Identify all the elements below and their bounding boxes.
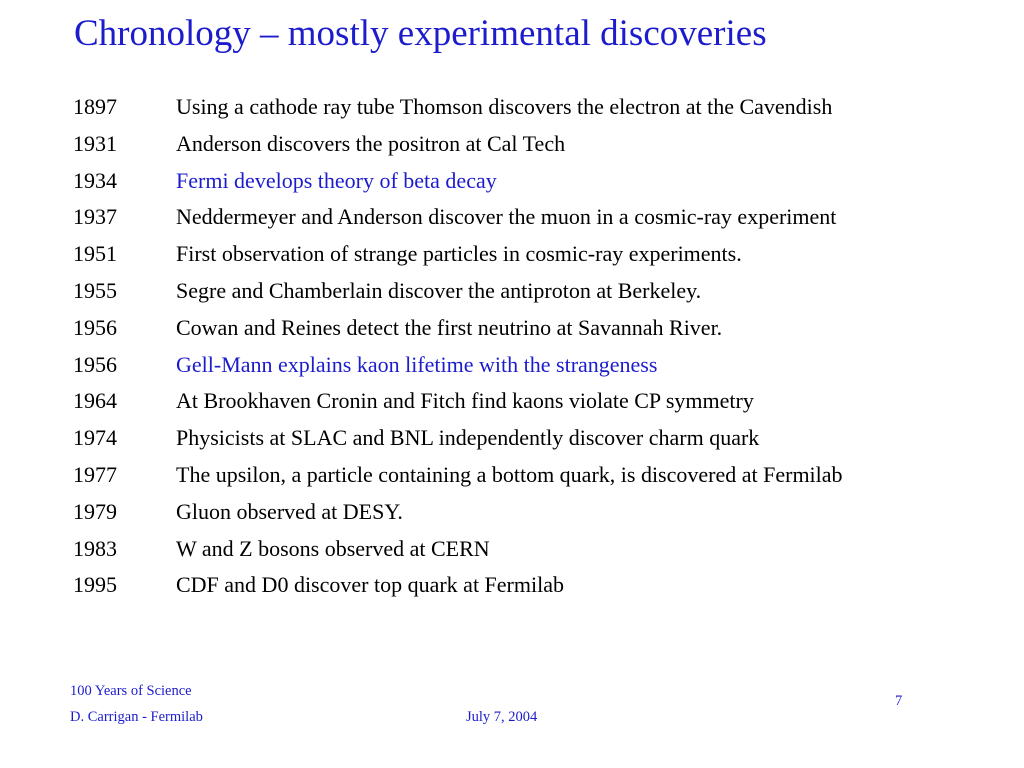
chronology-list xyxy=(73,89,843,604)
chronology-entry xyxy=(73,531,843,568)
entry-year: 1956 xyxy=(73,351,117,377)
entry-text: Using a cathode ray tube Thomson discovers the electron at the Cavendish xyxy=(176,94,833,119)
entry-year: 1955 xyxy=(73,277,117,303)
chronology-entry xyxy=(73,310,843,347)
entry-year: 1934 xyxy=(73,167,117,193)
entry-text: W and Z bosons observed at CERN xyxy=(176,535,490,561)
slide-title: Chronology – mostly experimental discoveries xyxy=(74,13,767,54)
entry-year: 1956 xyxy=(73,314,117,340)
chronology-entry xyxy=(73,236,843,273)
entry-year: 1964 xyxy=(73,388,117,414)
entry-text: CDF and D0 discover top quark at Fermilab xyxy=(176,572,564,598)
entry-year: 1937 xyxy=(73,204,117,230)
entry-year: 1931 xyxy=(73,130,117,156)
entry-text: Segre and Chamberlain discover the antiproton at Berkeley. xyxy=(176,277,702,303)
chronology-entry xyxy=(73,126,843,163)
entry-text: Gluon observed at DESY. xyxy=(176,498,403,524)
entry-text: At Brookhaven Cronin and Fitch find kaons violate CP symmetry xyxy=(176,388,754,414)
entry-text: Cowan and Reines detect the first neutrino at Savannah River. xyxy=(176,314,723,340)
entry-text: Anderson discovers the positron at Cal Tech xyxy=(176,130,566,156)
chronology-entry xyxy=(73,199,843,236)
footer-event-name: 100 Years of Science xyxy=(70,683,192,699)
footer-author: D. Carrigan - Fermilab xyxy=(70,709,203,725)
entry-text: Gell-Mann explains kaon lifetime with the strangeness xyxy=(176,351,658,377)
page-number: 7 xyxy=(895,693,903,709)
footer-date: July 7, 2004 xyxy=(466,709,538,725)
entry-text: Physicists at SLAC and BNL independently discover charm quark xyxy=(176,425,760,451)
entry-year: 1979 xyxy=(73,498,117,524)
chronology-entry xyxy=(73,89,843,126)
entry-year: 1897 xyxy=(73,94,117,119)
entry-text: The upsilon, a particle containing a bottom quark, is discovered at Fermilab xyxy=(176,461,843,487)
chronology-entry xyxy=(73,273,843,310)
chronology-entry xyxy=(73,163,843,200)
entry-year: 1995 xyxy=(73,572,117,598)
entry-year: 1983 xyxy=(73,535,117,561)
chronology-entry xyxy=(73,567,843,604)
entry-year: 1977 xyxy=(73,461,117,487)
entry-year: 1974 xyxy=(73,425,117,451)
chronology-entry xyxy=(73,383,843,420)
entry-text: First observation of strange particles in cosmic-ray experiments. xyxy=(176,241,742,267)
entry-text: Fermi develops theory of beta decay xyxy=(176,167,497,193)
chronology-entry xyxy=(73,457,843,494)
chronology-entry xyxy=(73,494,843,531)
chronology-entry xyxy=(73,347,843,384)
chronology-entry xyxy=(73,420,843,457)
entry-year: 1951 xyxy=(73,241,117,267)
entry-text: Neddermeyer and Anderson discover the muon in a cosmic-ray experiment xyxy=(176,204,837,230)
